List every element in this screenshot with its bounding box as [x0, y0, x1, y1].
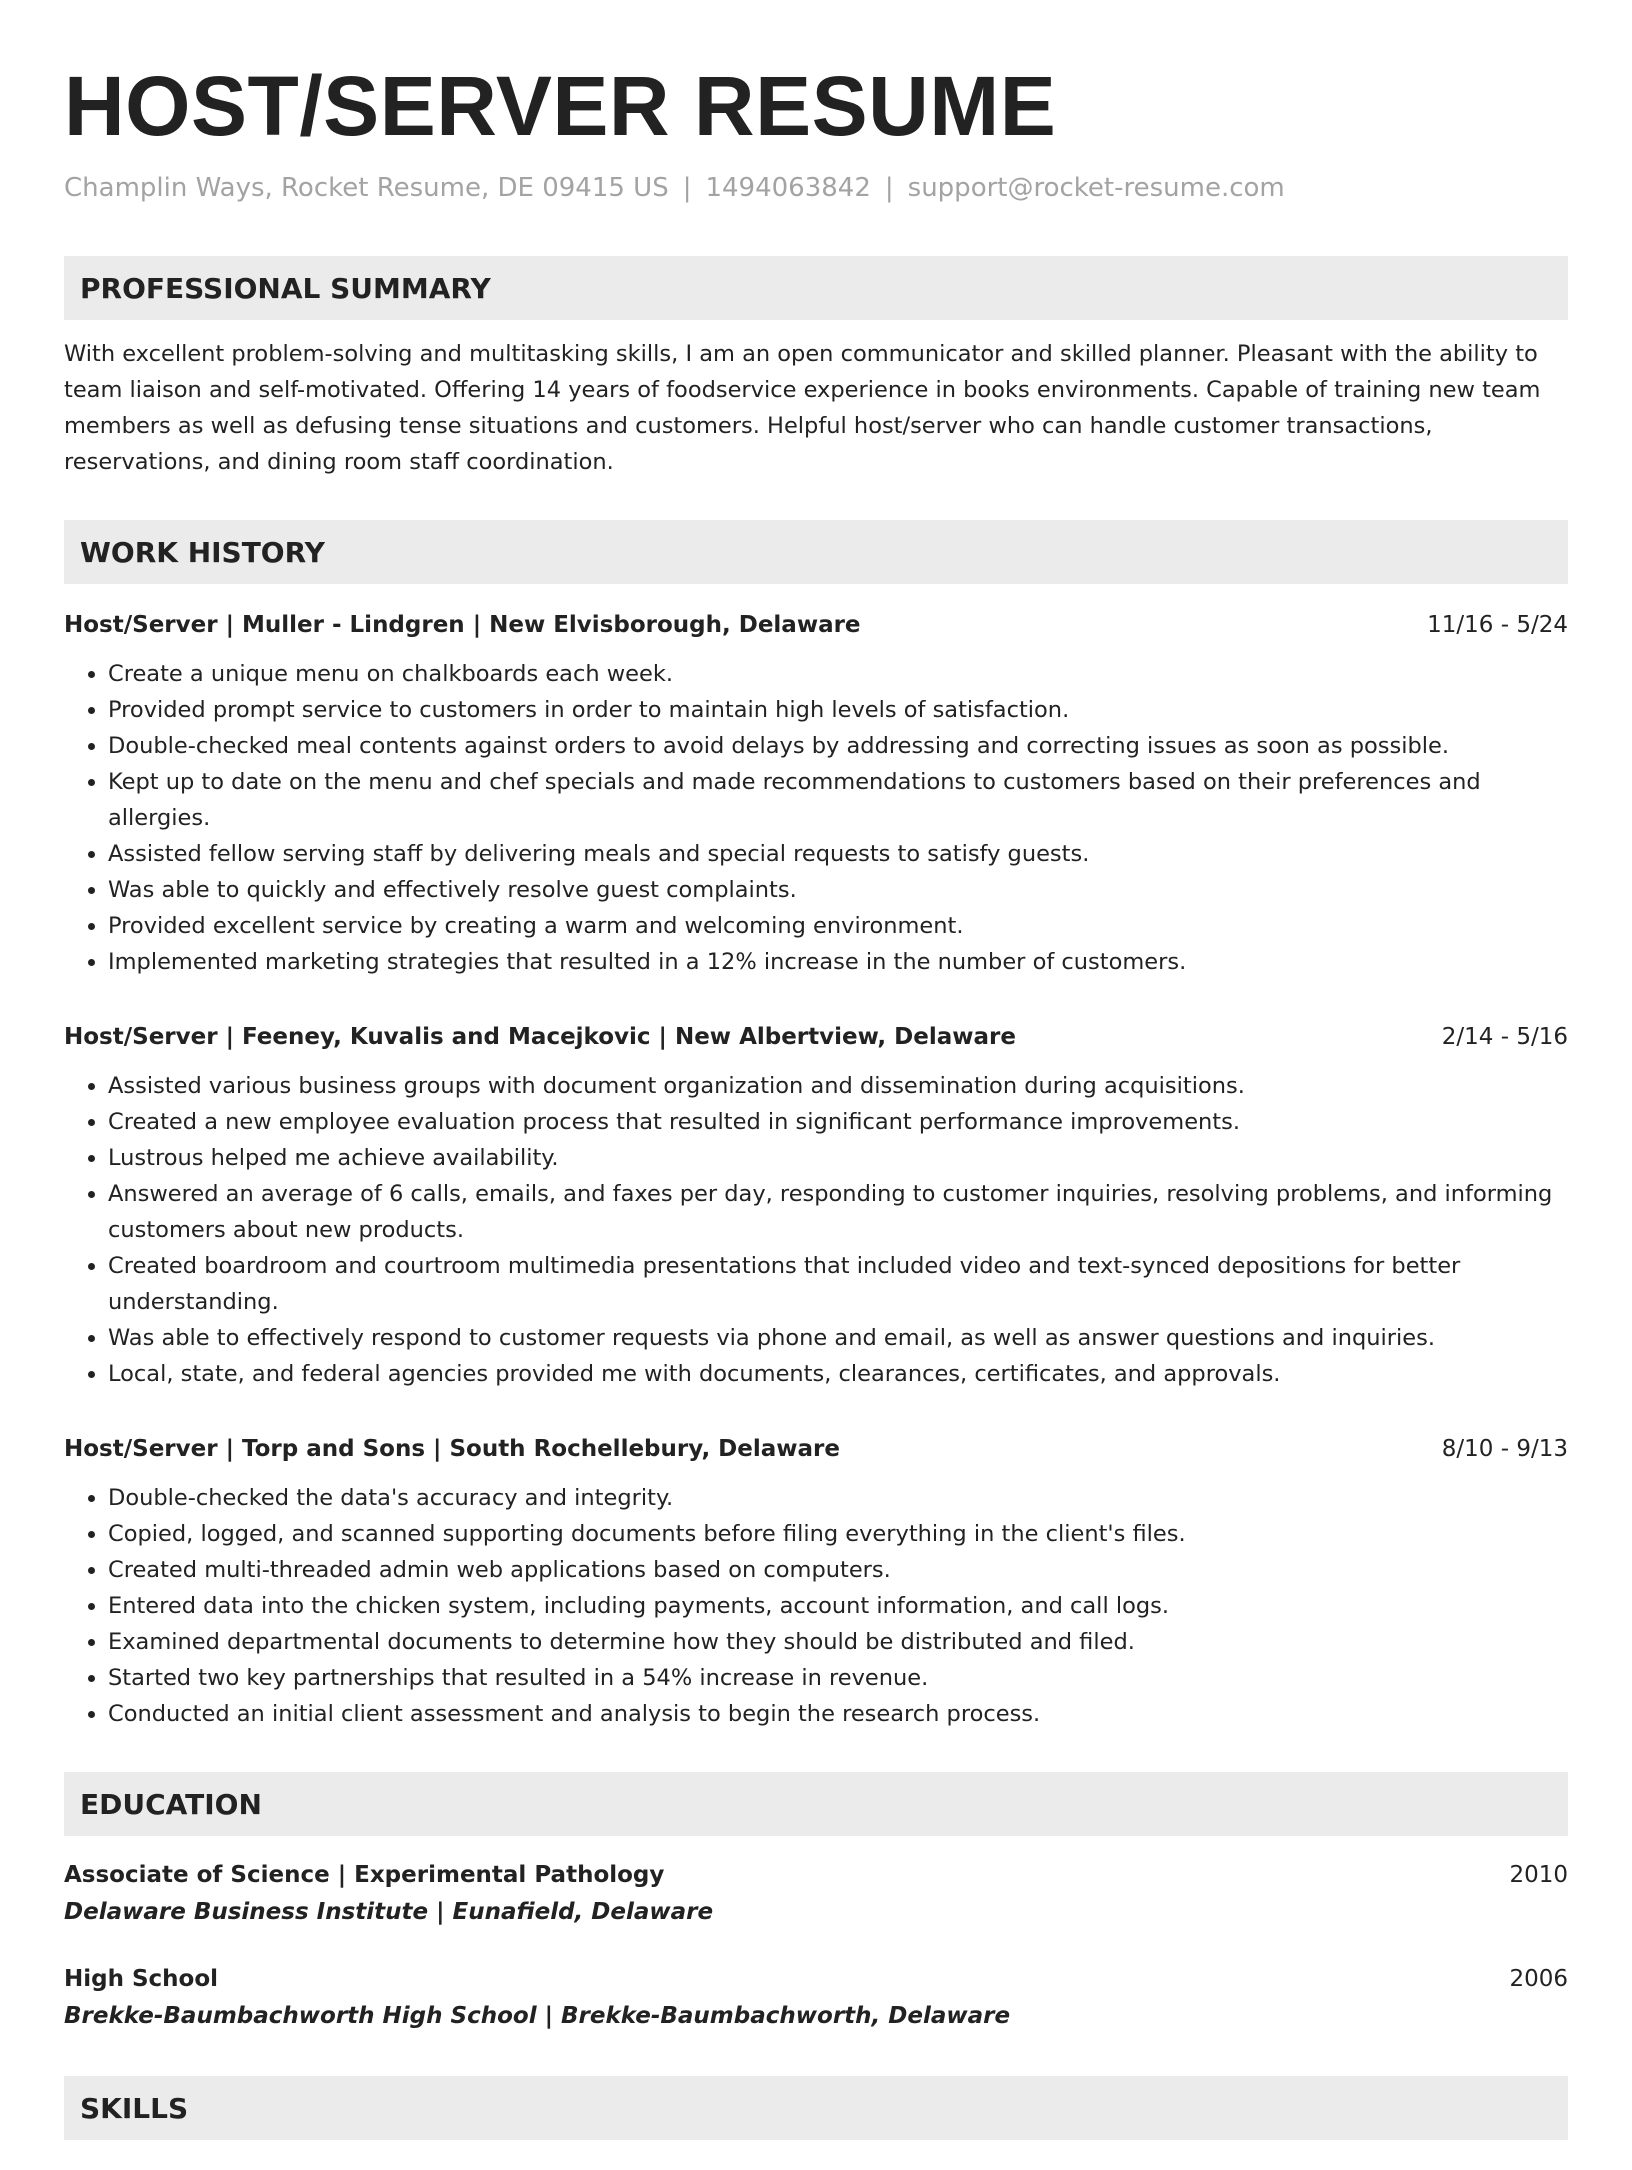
job-bullet: • Double-checked meal contents against orders to avoid delays by addressing and correcting issues as soon as possible. [108, 728, 1568, 764]
contact-address: Champlin Ways, Rocket Resume, DE 09415 US [64, 173, 669, 203]
job-bullets [64, 656, 1568, 980]
education-degree: Associate of Science | Experimental Pathology [64, 1862, 665, 1888]
job-entry [64, 1432, 1568, 1732]
job-header [64, 1432, 1568, 1466]
section-heading-education: EDUCATION [64, 1772, 1568, 1836]
skills-content [64, 2140, 1568, 2170]
education-header [64, 1858, 1568, 1892]
job-bullet: • Created boardroom and courtroom multimedia presentations that included video and text-synced depositions for better understanding. [108, 1248, 1568, 1320]
job-header [64, 1020, 1568, 1054]
job-bullet: • Examined departmental documents to determine how they should be distributed and filed. [108, 1624, 1568, 1660]
job-bullet: • Was able to effectively respond to customer requests via phone and email, as well as answer questions and inquiries. [108, 1320, 1568, 1356]
job-bullet: • Started two key partnerships that resulted in a 54% increase in revenue. [108, 1660, 1568, 1696]
job-dates: 2/14 - 5/16 [1441, 1024, 1568, 1050]
job-bullet: • Created a new employee evaluation process that resulted in significant performance improvements. [108, 1104, 1568, 1140]
section-heading-summary: PROFESSIONAL SUMMARY [64, 256, 1568, 320]
job-bullet: • Kept up to date on the menu and chef specials and made recommendations to customers based on their preferences and allergies. [108, 764, 1568, 836]
contact-email: support@rocket-resume.com [907, 173, 1285, 203]
job-bullet: • Answered an average of 6 calls, emails, and faxes per day, responding to customer inquiries, resolving problems, and informing customers about new products. [108, 1176, 1568, 1248]
job-bullet: • Copied, logged, and scanned supporting documents before filing everything in the client's files. [108, 1516, 1568, 1552]
job-title: Host/Server | Torp and Sons | South Rochellebury, Delaware [64, 1436, 840, 1462]
job-bullet: • Created multi-threaded admin web applications based on computers. [108, 1552, 1568, 1588]
contact-phone: 1494063842 [705, 173, 871, 203]
education-degree: High School [64, 1966, 219, 1992]
job-bullets [64, 1068, 1568, 1392]
resume-title: HOST/SERVER RESUME [64, 59, 1057, 153]
education-entry [64, 1858, 1568, 1932]
job-title: Host/Server | Muller - Lindgren | New Elvisborough, Delaware [64, 612, 861, 638]
section-heading-skills: SKILLS [64, 2076, 1568, 2140]
education-school: Delaware Business Institute | Eunafield, Delaware [64, 1899, 714, 1925]
education-entry [64, 1962, 1568, 2036]
job-entry [64, 608, 1568, 980]
job-dates: 8/10 - 9/13 [1441, 1436, 1568, 1462]
section-heading-work-history: WORK HISTORY [64, 520, 1568, 584]
job-bullet: • Provided prompt service to customers in order to maintain high levels of satisfaction. [108, 692, 1568, 728]
job-bullet: • Entered data into the chicken system, including payments, account information, and call logs. [108, 1588, 1568, 1624]
job-header [64, 608, 1568, 642]
job-bullet: • Conducted an initial client assessment and analysis to begin the research process. [108, 1696, 1568, 1732]
job-bullet: • Assisted various business groups with document organization and dissemination during acquisitions. [108, 1068, 1568, 1104]
job-bullet: • Lustrous helped me achieve availability. [108, 1140, 1568, 1176]
job-bullet: • Assisted fellow serving staff by delivering meals and special requests to satisfy guests. [108, 836, 1568, 872]
summary-text: With excellent problem-solving and multitasking skills, I am an open communicator and skilled planner. Pleasant with the ability to team liaison and self-motivated. Offering 14 years of foodservice experience in books environments. Capable of training new team members as well as defusing tense situations and customers. Helpful host/server who can handle customer transactions, reservations, and dining room staff coordination. [64, 341, 1541, 475]
education-header [64, 1962, 1568, 1996]
contact-separator: | [682, 173, 692, 203]
education-year: 2010 [1509, 1862, 1568, 1888]
job-bullet: • Double-checked the data's accuracy and integrity. [108, 1480, 1568, 1516]
job-bullet: • Was able to quickly and effectively resolve guest complaints. [108, 872, 1568, 908]
job-title: Host/Server | Feeney, Kuvalis and Macejkovic | New Albertview, Delaware [64, 1024, 1016, 1050]
education-school: Brekke-Baumbachworth High School | Brekke-Baumbachworth, Delaware [64, 2003, 1011, 2029]
contact-separator: | [884, 173, 894, 203]
job-entry [64, 1020, 1568, 1392]
job-bullet: • Create a unique menu on chalkboards each week. [108, 656, 1568, 692]
job-bullet: • Implemented marketing strategies that resulted in a 12% increase in the number of customers. [108, 944, 1568, 980]
job-bullet: • Provided excellent service by creating a warm and welcoming environment. [108, 908, 1568, 944]
job-dates: 11/16 - 5/24 [1427, 612, 1568, 638]
job-bullet: • Local, state, and federal agencies provided me with documents, clearances, certificates, and approvals. [108, 1356, 1568, 1392]
job-bullets [64, 1480, 1568, 1732]
education-year: 2006 [1509, 1966, 1568, 1992]
contact-line [64, 170, 1568, 206]
